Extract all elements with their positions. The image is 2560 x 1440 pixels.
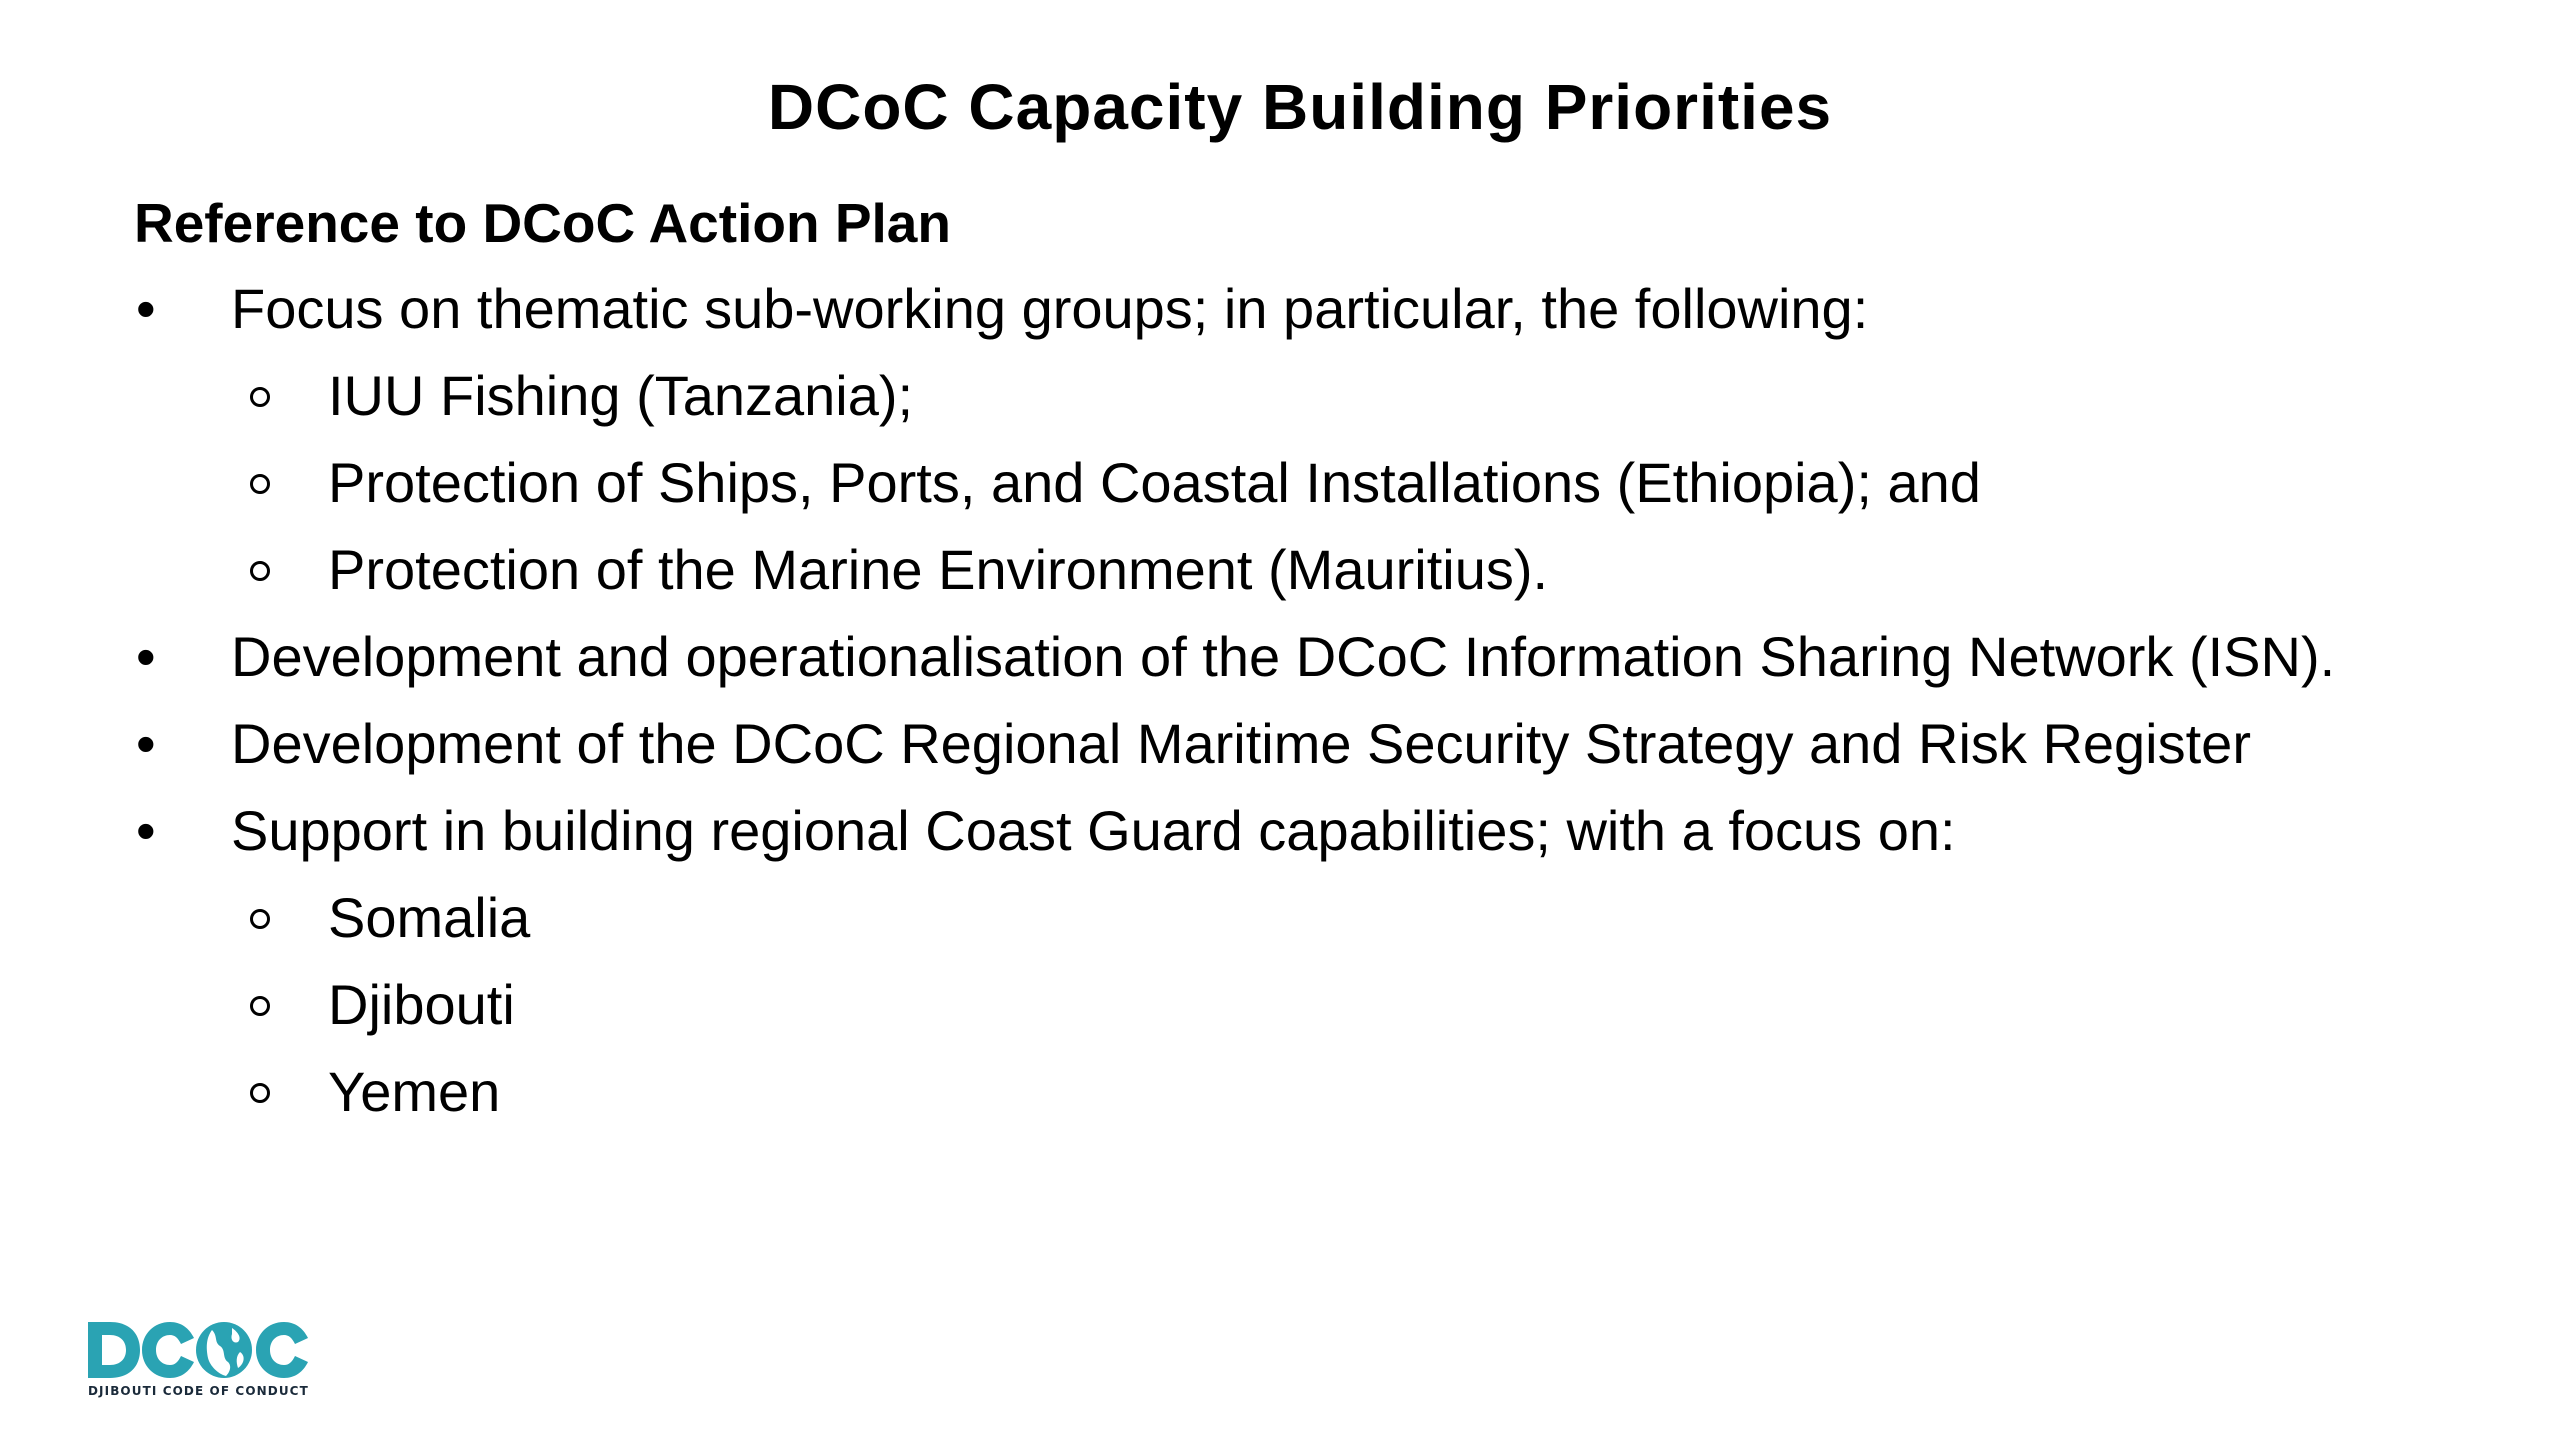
logo-letter-c [142, 1322, 194, 1378]
sub-item-text: Protection of the Marine Environment (Mauritius). [328, 538, 1549, 601]
bullet-marker: • [136, 625, 156, 688]
sub-item-text: Protection of Ships, Ports, and Coastal Installations (Ethiopia); and [328, 451, 1981, 514]
sub-list-item [231, 361, 2414, 431]
sub-item-text: Somalia [328, 886, 531, 949]
logo-letter-d [88, 1322, 140, 1378]
circle-bullet-icon [250, 909, 270, 929]
list-item [134, 709, 2414, 779]
bullet-text: Focus on thematic sub-working groups; in particular, the following: [231, 277, 1869, 340]
circle-bullet-icon [250, 474, 270, 494]
slide-title: DCoC Capacity Building Priorities [767, 71, 1833, 143]
sub-item-text: Djibouti [328, 973, 515, 1036]
circle-bullet-icon [250, 387, 270, 407]
bullet-marker: • [136, 799, 156, 862]
sub-item-text: IUU Fishing (Tanzania); [328, 364, 914, 427]
dcoc-wordmark [86, 1318, 316, 1382]
circle-bullet-icon [250, 996, 270, 1016]
list-item [134, 274, 2414, 605]
sub-list-item [231, 448, 2414, 518]
bullet-marker: • [136, 277, 156, 340]
sub-list [231, 361, 2414, 605]
circle-bullet-icon [250, 561, 270, 581]
bullet-text: Development of the DCoC Regional Maritime Security Strategy and Risk Register [231, 712, 2251, 775]
bullet-text: Support in building regional Coast Guard capabilities; with a focus on: [231, 799, 1956, 862]
sub-item-text: Yemen [328, 1060, 501, 1123]
bullet-marker: • [136, 712, 156, 775]
list-item [134, 622, 2414, 692]
sub-list-item [231, 970, 2414, 1040]
sub-list [231, 883, 2414, 1127]
bullet-text: Development and operationalisation of the DCoC Information Sharing Network (ISN). [231, 625, 2336, 688]
list-item [134, 796, 2414, 1127]
circle-bullet-icon [250, 1083, 270, 1103]
logo-letter-c [256, 1322, 308, 1378]
bullet-list [134, 274, 2414, 1144]
sub-list-item [231, 1057, 2414, 1127]
section-heading: Reference to DCoC Action Plan [134, 192, 951, 254]
dcoc-logo [86, 1318, 316, 1400]
sub-list-item [231, 535, 2414, 605]
globe-icon [196, 1322, 252, 1378]
logo-tagline: DJIBOUTI CODE OF CONDUCT [88, 1384, 309, 1398]
sub-list-item [231, 883, 2414, 953]
